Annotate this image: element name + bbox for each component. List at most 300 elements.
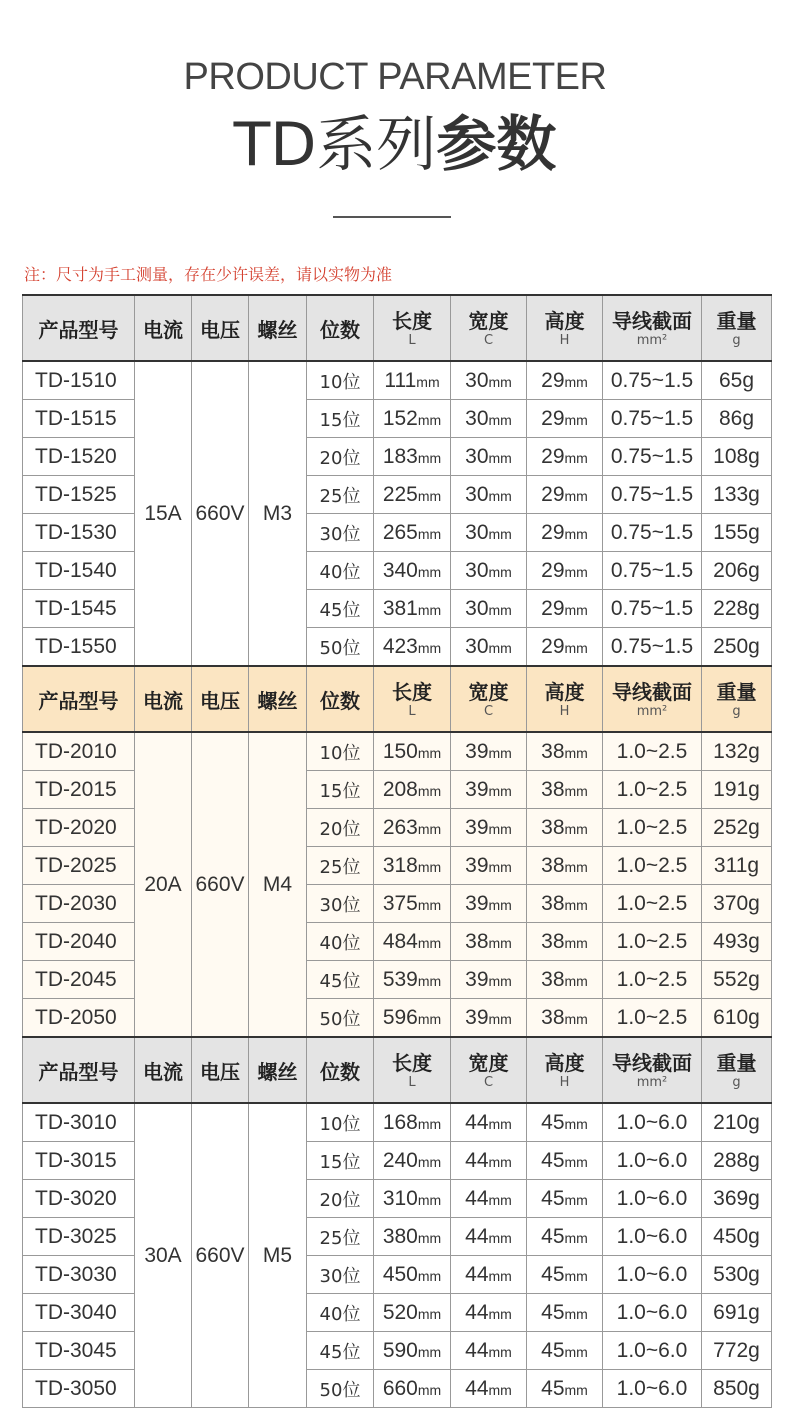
width-cell-unit: mm [488, 782, 512, 799]
height-cell-unit: mm [564, 411, 588, 428]
width-cell-value: 39 [465, 967, 489, 991]
model-cell: TD-2030 [23, 885, 135, 923]
model-cell: TD-1545 [23, 590, 135, 628]
weight-cell: 691g [702, 1294, 772, 1332]
height-cell-unit: mm [564, 449, 588, 466]
header-height-unit: H [559, 704, 570, 719]
header-wire-label: 导线截面 [612, 1051, 692, 1075]
model-cell: TD-1540 [23, 552, 135, 590]
height-cell-value: 38 [541, 777, 565, 801]
height-cell-unit: mm [564, 1343, 588, 1360]
height-cell-value: 38 [541, 891, 565, 915]
header-model: 产品型号 [23, 666, 135, 732]
model-cell: TD-3050 [23, 1370, 135, 1408]
height-cell-value: 29 [541, 444, 565, 468]
wire-cell: 1.0~2.5 [603, 961, 702, 999]
positions-cell: 50位 [307, 1370, 374, 1408]
height-cell [527, 361, 603, 400]
header-positions: 位数 [307, 295, 374, 361]
header-width-unit: C [483, 333, 494, 348]
width-cell [451, 1256, 527, 1294]
length-cell [374, 1103, 451, 1142]
positions-cell: 45位 [307, 1332, 374, 1370]
wire-cell: 0.75~1.5 [603, 514, 702, 552]
height-cell [527, 923, 603, 961]
header-weight-label: 重量 [716, 309, 757, 333]
measurement-note: 注：尺寸为手工测量，存在少许误差，请以实物为准 [24, 265, 393, 284]
header-height [527, 1037, 603, 1103]
weight-cell: 493g [702, 923, 772, 961]
header-height-label: 高度 [544, 309, 585, 333]
page-title [0, 110, 790, 180]
wire-cell: 1.0~2.5 [603, 732, 702, 771]
weight-cell: 132g [702, 732, 772, 771]
height-cell-value: 29 [541, 520, 565, 544]
length-cell-unit: mm [417, 449, 442, 466]
height-cell-value: 45 [541, 1300, 565, 1324]
height-cell [527, 1332, 603, 1370]
header-row [23, 666, 772, 732]
width-cell-unit: mm [488, 1191, 512, 1208]
header-width-label: 宽度 [468, 1051, 509, 1075]
header-length-unit: L [408, 333, 416, 348]
height-cell-unit: mm [564, 744, 588, 761]
header-current: 电流 [135, 295, 192, 361]
weight-cell: 450g [702, 1218, 772, 1256]
header-weight [702, 1037, 772, 1103]
height-cell-unit: mm [564, 1381, 588, 1398]
length-cell-unit: mm [417, 820, 442, 837]
header-screw: 螺丝 [249, 295, 307, 361]
width-cell-unit: mm [488, 601, 512, 618]
width-cell [451, 1142, 527, 1180]
weight-cell: 850g [702, 1370, 772, 1408]
height-cell [527, 590, 603, 628]
width-cell-unit: mm [488, 934, 512, 951]
header-weight-unit: g [732, 704, 741, 719]
weight-cell: 311g [702, 847, 772, 885]
wire-cell: 0.75~1.5 [603, 438, 702, 476]
height-cell [527, 476, 603, 514]
height-cell [527, 628, 603, 667]
width-cell-value: 30 [465, 368, 489, 392]
height-cell-value: 45 [541, 1148, 565, 1172]
length-cell [374, 923, 451, 961]
length-cell-unit: mm [417, 1115, 442, 1132]
header-length [374, 295, 451, 361]
length-cell [374, 514, 451, 552]
width-cell [451, 552, 527, 590]
width-cell-unit: mm [488, 972, 512, 989]
header-height [527, 666, 603, 732]
model-cell: TD-3020 [23, 1180, 135, 1218]
width-cell-unit: mm [488, 1115, 512, 1132]
title-divider [333, 216, 451, 218]
model-cell: TD-3025 [23, 1218, 135, 1256]
header-voltage: 电压 [192, 1037, 249, 1103]
header-wire-unit: mm² [636, 1075, 668, 1090]
width-cell-value: 30 [465, 444, 489, 468]
height-cell [527, 438, 603, 476]
height-cell-unit: mm [564, 820, 588, 837]
header-length-label: 长度 [392, 1051, 432, 1075]
title-cn-bold: 参数 [436, 110, 557, 180]
positions-cell: 45位 [307, 961, 374, 999]
header-wire-label: 导线截面 [612, 309, 692, 333]
width-cell [451, 885, 527, 923]
header-height [527, 295, 603, 361]
positions-cell: 15位 [307, 1142, 374, 1180]
width-cell [451, 809, 527, 847]
length-cell-value: 660 [382, 1376, 418, 1400]
height-cell [527, 1370, 603, 1408]
wire-cell: 0.75~1.5 [603, 590, 702, 628]
header-positions: 位数 [307, 666, 374, 732]
length-cell-value: 450 [382, 1262, 418, 1286]
header-width-unit: C [483, 1075, 494, 1090]
height-cell-value: 29 [541, 482, 565, 506]
positions-cell: 10位 [307, 732, 374, 771]
header-model: 产品型号 [23, 1037, 135, 1103]
length-cell-value: 111 [384, 368, 417, 392]
positions-cell: 25位 [307, 476, 374, 514]
length-cell-unit: mm [417, 1191, 442, 1208]
header-width [451, 1037, 527, 1103]
screw-cell: M3 [249, 361, 307, 666]
height-cell-value: 45 [541, 1376, 565, 1400]
length-cell-value: 381 [382, 596, 418, 620]
width-cell [451, 590, 527, 628]
weight-cell: 228g [702, 590, 772, 628]
model-cell: TD-2020 [23, 809, 135, 847]
length-cell [374, 847, 451, 885]
length-cell [374, 1218, 451, 1256]
header-wire [603, 295, 702, 361]
width-cell-value: 44 [465, 1338, 489, 1362]
positions-cell: 30位 [307, 514, 374, 552]
height-cell-unit: mm [564, 1305, 588, 1322]
header-length [374, 666, 451, 732]
height-cell-value: 45 [541, 1262, 565, 1286]
positions-cell: 30位 [307, 885, 374, 923]
wire-cell: 1.0~6.0 [603, 1218, 702, 1256]
height-cell [527, 514, 603, 552]
header-screw: 螺丝 [249, 1037, 307, 1103]
wire-cell: 1.0~6.0 [603, 1256, 702, 1294]
length-cell-unit: mm [417, 972, 442, 989]
width-cell-value: 38 [465, 929, 489, 953]
height-cell-value: 45 [541, 1186, 565, 1210]
length-cell [374, 1256, 451, 1294]
wire-cell: 1.0~6.0 [603, 1332, 702, 1370]
header-wire [603, 1037, 702, 1103]
width-cell-value: 30 [465, 558, 489, 582]
width-cell-unit: mm [488, 1229, 512, 1246]
width-cell [451, 1180, 527, 1218]
length-cell [374, 476, 451, 514]
model-cell: TD-2010 [23, 732, 135, 771]
height-cell-unit: mm [564, 1229, 588, 1246]
header-row [23, 1037, 772, 1103]
header-row [23, 295, 772, 361]
length-cell [374, 552, 451, 590]
wire-cell: 1.0~6.0 [603, 1103, 702, 1142]
wire-cell: 1.0~6.0 [603, 1370, 702, 1408]
length-cell [374, 1180, 451, 1218]
positions-cell: 40位 [307, 923, 374, 961]
voltage-cell: 660V [192, 1103, 249, 1408]
length-cell-value: 168 [382, 1110, 418, 1134]
model-cell: TD-1510 [23, 361, 135, 400]
width-cell [451, 923, 527, 961]
length-cell-unit: mm [417, 934, 442, 951]
model-cell: TD-2015 [23, 771, 135, 809]
height-cell-value: 45 [541, 1110, 565, 1134]
header-weight-unit: g [732, 1075, 741, 1090]
width-cell [451, 1218, 527, 1256]
width-cell-value: 44 [465, 1262, 489, 1286]
weight-cell: 610g [702, 999, 772, 1038]
positions-cell: 25位 [307, 847, 374, 885]
header-current: 电流 [135, 1037, 192, 1103]
width-cell-unit: mm [488, 639, 512, 656]
length-cell-value: 208 [382, 777, 418, 801]
height-cell-unit: mm [564, 1115, 588, 1132]
width-cell-value: 39 [465, 853, 489, 877]
width-cell [451, 1103, 527, 1142]
length-cell [374, 732, 451, 771]
width-cell-unit: mm [488, 1267, 512, 1284]
header-length-unit: L [408, 1075, 416, 1090]
length-cell-unit: mm [417, 1305, 442, 1322]
wire-cell: 0.75~1.5 [603, 628, 702, 667]
length-cell-value: 520 [382, 1300, 418, 1324]
height-cell-unit: mm [564, 563, 588, 580]
height-cell [527, 999, 603, 1038]
length-cell-value: 340 [382, 558, 418, 582]
header-height-label: 高度 [544, 1051, 585, 1075]
model-cell: TD-1550 [23, 628, 135, 667]
length-cell-value: 318 [382, 853, 418, 877]
height-cell-unit: mm [564, 373, 588, 390]
width-cell-value: 44 [465, 1300, 489, 1324]
length-cell [374, 771, 451, 809]
screw-cell: M5 [249, 1103, 307, 1408]
height-cell [527, 809, 603, 847]
height-cell-unit: mm [564, 1153, 588, 1170]
height-cell-value: 29 [541, 596, 565, 620]
header-wire-unit: mm² [636, 333, 668, 348]
height-cell-value: 29 [541, 406, 565, 430]
length-cell [374, 961, 451, 999]
weight-cell: 108g [702, 438, 772, 476]
wire-cell: 0.75~1.5 [603, 361, 702, 400]
width-cell [451, 1332, 527, 1370]
header-wire-label: 导线截面 [612, 680, 692, 704]
weight-cell: 252g [702, 809, 772, 847]
current-cell: 15A [135, 361, 192, 666]
height-cell-unit: mm [564, 934, 588, 951]
header-width [451, 295, 527, 361]
wire-cell: 1.0~6.0 [603, 1294, 702, 1332]
width-cell [451, 400, 527, 438]
title-cn-light: TD系列 [233, 110, 437, 180]
width-cell-value: 44 [465, 1110, 489, 1134]
height-cell-value: 38 [541, 1005, 565, 1029]
height-cell-unit: mm [564, 601, 588, 618]
weight-cell: 370g [702, 885, 772, 923]
length-cell-unit: mm [416, 373, 440, 390]
wire-cell: 1.0~6.0 [603, 1180, 702, 1218]
weight-cell: 530g [702, 1256, 772, 1294]
wire-cell: 1.0~2.5 [603, 809, 702, 847]
length-cell [374, 1332, 451, 1370]
wire-cell: 0.75~1.5 [603, 552, 702, 590]
header-voltage: 电压 [192, 666, 249, 732]
length-cell-unit: mm [417, 1267, 442, 1284]
parameter-table [22, 294, 772, 1408]
header-weight [702, 295, 772, 361]
width-cell-unit: mm [488, 1305, 512, 1322]
width-cell [451, 628, 527, 667]
weight-cell: 155g [702, 514, 772, 552]
length-cell-unit: mm [417, 639, 442, 656]
height-cell [527, 1142, 603, 1180]
width-cell-value: 39 [465, 815, 489, 839]
width-cell [451, 361, 527, 400]
length-cell-unit: mm [417, 601, 442, 618]
header-width [451, 666, 527, 732]
positions-cell: 40位 [307, 1294, 374, 1332]
header-screw: 螺丝 [249, 666, 307, 732]
height-cell [527, 847, 603, 885]
model-cell: TD-1530 [23, 514, 135, 552]
positions-cell: 20位 [307, 438, 374, 476]
positions-cell: 25位 [307, 1218, 374, 1256]
weight-cell: 86g [702, 400, 772, 438]
wire-cell: 1.0~2.5 [603, 847, 702, 885]
width-cell-unit: mm [488, 1343, 512, 1360]
height-cell-unit: mm [564, 525, 588, 542]
model-cell: TD-2050 [23, 999, 135, 1038]
height-cell [527, 961, 603, 999]
weight-cell: 133g [702, 476, 772, 514]
title-en: PRODUCT PARAMETER [183, 56, 607, 98]
width-cell-value: 30 [465, 406, 489, 430]
width-cell-value: 44 [465, 1148, 489, 1172]
height-cell-value: 45 [541, 1224, 565, 1248]
width-cell-value: 30 [465, 596, 489, 620]
height-cell-value: 38 [541, 815, 565, 839]
width-cell-value: 30 [465, 634, 489, 658]
height-cell [527, 1294, 603, 1332]
width-cell-unit: mm [488, 1010, 512, 1027]
length-cell-unit: mm [417, 744, 442, 761]
model-cell: TD-3030 [23, 1256, 135, 1294]
length-cell-value: 596 [382, 1005, 418, 1029]
width-cell-unit: mm [488, 1153, 512, 1170]
model-cell: TD-2040 [23, 923, 135, 961]
height-cell [527, 1218, 603, 1256]
width-cell-value: 30 [465, 520, 489, 544]
positions-cell: 30位 [307, 1256, 374, 1294]
length-cell-value: 423 [382, 634, 418, 658]
positions-cell: 20位 [307, 809, 374, 847]
model-cell: TD-3040 [23, 1294, 135, 1332]
height-cell [527, 1180, 603, 1218]
width-cell-unit: mm [488, 820, 512, 837]
positions-cell: 50位 [307, 999, 374, 1038]
header-positions: 位数 [307, 1037, 374, 1103]
length-cell-value: 380 [382, 1224, 418, 1248]
length-cell-value: 375 [382, 891, 418, 915]
length-cell-unit: mm [417, 896, 442, 913]
length-cell-unit: mm [417, 411, 442, 428]
length-cell-unit: mm [417, 487, 442, 504]
length-cell [374, 590, 451, 628]
width-cell-value: 44 [465, 1186, 489, 1210]
width-cell-unit: mm [488, 525, 512, 542]
height-cell-value: 38 [541, 967, 565, 991]
height-cell-value: 38 [541, 853, 565, 877]
height-cell-unit: mm [564, 1267, 588, 1284]
height-cell [527, 885, 603, 923]
height-cell [527, 732, 603, 771]
weight-cell: 552g [702, 961, 772, 999]
width-cell-value: 39 [465, 739, 489, 763]
width-cell-value: 39 [465, 891, 489, 915]
voltage-cell: 660V [192, 732, 249, 1037]
width-cell [451, 999, 527, 1038]
header-length-label: 长度 [392, 309, 432, 333]
wire-cell: 1.0~2.5 [603, 999, 702, 1038]
height-cell-unit: mm [564, 896, 588, 913]
width-cell-unit: mm [488, 373, 512, 390]
header-height-unit: H [559, 333, 570, 348]
length-cell [374, 438, 451, 476]
length-cell-unit: mm [417, 858, 442, 875]
header-wire [603, 666, 702, 732]
length-cell-unit: mm [417, 1381, 442, 1398]
header-wire-unit: mm² [636, 704, 668, 719]
height-cell-value: 45 [541, 1338, 565, 1362]
width-cell [451, 1370, 527, 1408]
height-cell-value: 38 [541, 929, 565, 953]
width-cell-value: 39 [465, 777, 489, 801]
weight-cell: 210g [702, 1103, 772, 1142]
model-cell: TD-1515 [23, 400, 135, 438]
header-weight-unit: g [732, 333, 741, 348]
length-cell-unit: mm [417, 1010, 442, 1027]
width-cell-value: 30 [465, 482, 489, 506]
width-cell-unit: mm [488, 411, 512, 428]
width-cell [451, 732, 527, 771]
weight-cell: 250g [702, 628, 772, 667]
length-cell [374, 809, 451, 847]
header-voltage: 电压 [192, 295, 249, 361]
header-model: 产品型号 [23, 295, 135, 361]
width-cell [451, 771, 527, 809]
length-cell-unit: mm [417, 1153, 442, 1170]
width-cell-value: 39 [465, 1005, 489, 1029]
width-cell-value: 44 [465, 1224, 489, 1248]
model-cell: TD-1525 [23, 476, 135, 514]
header-weight [702, 666, 772, 732]
width-cell-unit: mm [488, 858, 512, 875]
length-cell-value: 590 [382, 1338, 418, 1362]
width-cell-unit: mm [488, 744, 512, 761]
length-cell [374, 999, 451, 1038]
